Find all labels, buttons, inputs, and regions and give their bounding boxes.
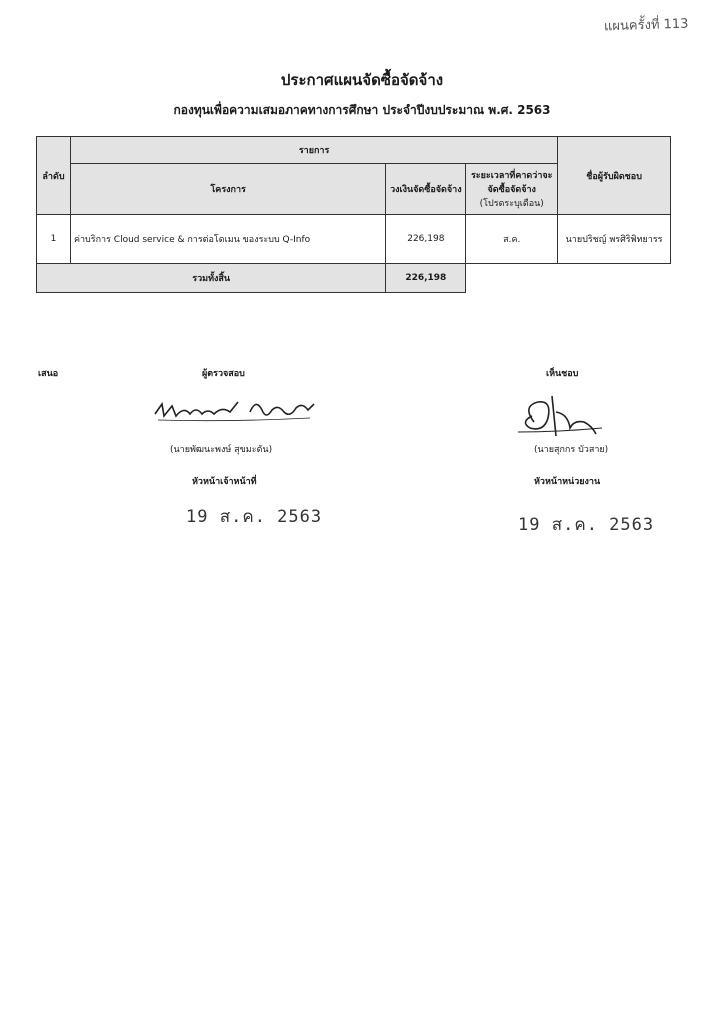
reviewer-position: หัวหน้าเจ้าหน้าที่	[192, 477, 257, 487]
approver-name: (นายสุกกร บัวสาย)	[534, 445, 609, 455]
page-subtitle: กองทุนเพื่อความเสมอภาคทางการศึกษา ประจำปีงบประมาณ พ.ศ. 2563	[173, 103, 551, 117]
reviewer-signature	[150, 392, 320, 432]
header-period	[466, 164, 558, 215]
approver-date-stamp: 19 ส.ค. 2563	[518, 515, 655, 535]
header-project: โครงการ	[70, 164, 385, 215]
approver-position: หัวหน้าหน่วยงาน	[534, 477, 601, 487]
header-period-hint: (โปรดระบุเดือน)	[479, 199, 544, 209]
header-items: รายการ	[70, 137, 557, 164]
total-row	[37, 264, 671, 293]
total-value: 226,198	[386, 264, 466, 293]
header-no: ลำดับ	[37, 137, 71, 215]
cell-period: ส.ค.	[466, 215, 558, 264]
header-owner: ชื่อผู้รับผิดชอบ	[558, 137, 671, 215]
procurement-table	[36, 136, 671, 293]
reviewer-name: (นายพัฒนะพงษ์ สุขมะดัน)	[170, 445, 273, 455]
reviewer-label: ผู้ตรวจสอบ	[202, 369, 245, 379]
cell-owner: นายปริชญ์ พรศิริพิทยารร	[558, 215, 671, 264]
cell-project: ค่าบริการ Cloud service & การต่อโดเมน ของระบบ Q-Info	[70, 215, 385, 264]
propose-label: เสนอ	[38, 369, 59, 379]
page-note: แผนครั้งที่ 113	[603, 16, 689, 35]
page-title: ประกาศแผนจัดซื้อจัดจ้าง	[280, 71, 444, 89]
approver-signature	[512, 392, 607, 444]
cell-no: 1	[37, 215, 71, 264]
header-period-label: ระยะเวลาที่คาดว่าจะจัดซื้อจัดจ้าง	[470, 171, 553, 195]
cell-budget: 226,198	[386, 215, 466, 264]
total-blank	[466, 264, 671, 293]
total-label: รวมทั้งสิ้น	[37, 264, 386, 293]
header-budget: วงเงินจัดซื้อจัดจ้าง	[386, 164, 466, 215]
table-row	[37, 215, 671, 264]
reviewer-date-stamp: 19 ส.ค. 2563	[186, 507, 323, 527]
approver-label: เห็นชอบ	[546, 369, 579, 379]
